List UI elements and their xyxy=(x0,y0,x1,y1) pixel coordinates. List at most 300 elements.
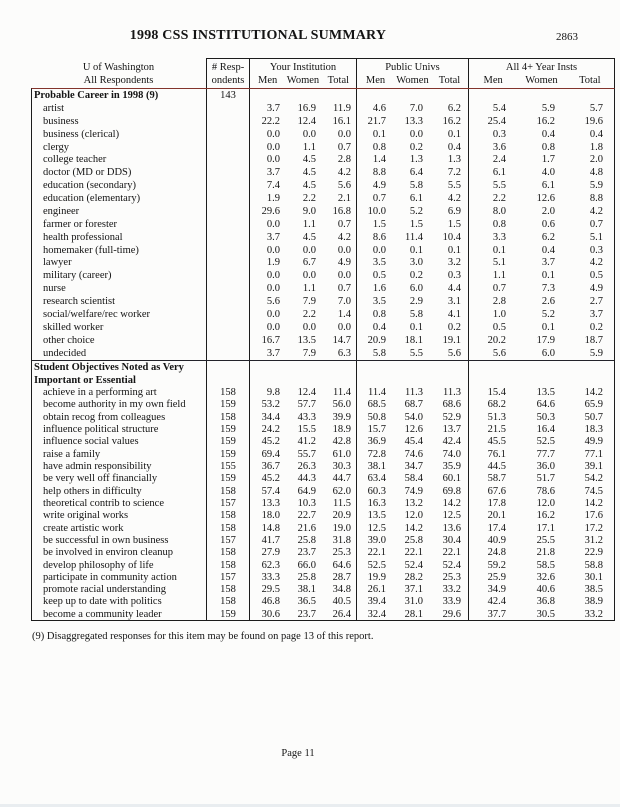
respondents-cell: 157 xyxy=(206,571,249,583)
value-cell xyxy=(393,361,430,387)
value-cell: 8.8 xyxy=(356,166,393,179)
value-cell: 0.2 xyxy=(589,321,603,333)
value-cell: 0.8 xyxy=(468,218,517,231)
value-cell: 17.2 xyxy=(584,522,603,534)
value-cell: 38.1 xyxy=(297,584,316,596)
value-cell: 18.0 xyxy=(249,510,285,522)
table-row xyxy=(32,497,614,509)
row-label: be involved in environ cleanup xyxy=(43,547,174,559)
value-cell: 12.5 xyxy=(356,522,393,534)
value-cell: 63.4 xyxy=(356,473,393,485)
respondents-cell xyxy=(206,334,249,347)
respondents-cell xyxy=(206,218,249,231)
value-cell: 29.6 xyxy=(442,608,461,620)
value-cell xyxy=(566,89,614,102)
value-cell: 30.1 xyxy=(584,571,603,583)
value-cell: 12.6 xyxy=(404,424,423,436)
value-cell: 0.3 xyxy=(589,244,603,256)
value-cell: 58.7 xyxy=(468,473,517,485)
table-row xyxy=(32,154,614,167)
value-cell: 14.2 xyxy=(584,387,603,399)
value-cell: 1.4 xyxy=(356,154,393,167)
table-row xyxy=(32,485,614,497)
value-cell: 28.2 xyxy=(404,571,423,583)
value-cell: 25.3 xyxy=(442,571,461,583)
value-cell: 0.4 xyxy=(447,141,461,153)
value-cell: 0.0 xyxy=(249,218,285,231)
value-cell: 5.2 xyxy=(541,308,555,320)
value-cell: 17.4 xyxy=(468,522,517,534)
group-title: Your Institution xyxy=(269,62,337,73)
value-cell: 5.8 xyxy=(409,180,423,192)
row-label: health professional xyxy=(43,231,123,243)
respondents-cell: 158 xyxy=(206,547,249,559)
table-row xyxy=(32,448,614,460)
value-cell: 31.2 xyxy=(584,534,603,546)
value-cell: 25.4 xyxy=(468,115,517,128)
value-cell: 3.7 xyxy=(249,231,285,244)
group-header-your-institution xyxy=(249,58,356,88)
value-cell: 6.2 xyxy=(447,102,461,114)
value-cell xyxy=(249,361,285,387)
respondents-cell xyxy=(206,282,249,295)
value-cell: 4.2 xyxy=(447,193,461,205)
row-label: raise a family xyxy=(43,448,101,460)
subheader-men: Men xyxy=(365,75,386,86)
value-cell: 2.2 xyxy=(302,193,316,205)
respondents-cell xyxy=(206,166,249,179)
value-cell: 22.1 xyxy=(356,547,393,559)
respondents-cell: 143 xyxy=(206,89,249,102)
value-cell: 66.0 xyxy=(297,559,316,571)
value-cell: 13.5 xyxy=(297,334,316,346)
value-cell: 20.1 xyxy=(468,510,517,522)
value-cell: 58.4 xyxy=(404,473,423,485)
value-cell: 5.5 xyxy=(468,179,517,192)
value-cell: 22.9 xyxy=(584,547,603,559)
value-cell: 74.5 xyxy=(584,485,603,497)
value-cell: 10.0 xyxy=(356,205,393,218)
row-label: military (career) xyxy=(43,270,112,282)
value-cell: 22.1 xyxy=(442,547,461,559)
value-cell: 32.6 xyxy=(536,571,555,583)
row-label: keep up to date with politics xyxy=(43,596,162,608)
value-cell: 0.7 xyxy=(337,141,351,153)
value-cell: 7.2 xyxy=(447,167,461,179)
value-cell: 2.0 xyxy=(589,154,603,166)
respondents-column-header xyxy=(206,58,249,88)
respondents-cell xyxy=(206,102,249,115)
value-cell: 26.4 xyxy=(332,608,351,620)
value-cell: 7.9 xyxy=(302,347,316,359)
value-cell: 15.4 xyxy=(468,387,517,399)
respondents-cell: 159 xyxy=(206,608,249,620)
value-cell: 4.9 xyxy=(337,257,351,269)
table-row xyxy=(32,128,614,141)
value-cell: 2.9 xyxy=(409,296,423,308)
row-label: obtain recog from colleagues xyxy=(43,411,166,423)
value-cell: 1.5 xyxy=(356,218,393,231)
value-cell: 38.1 xyxy=(356,460,393,472)
value-cell: 45.4 xyxy=(404,436,423,448)
value-cell: 42.4 xyxy=(442,436,461,448)
value-cell: 0.1 xyxy=(409,321,423,333)
value-cell: 12.0 xyxy=(404,510,423,522)
group-header-public-univs xyxy=(356,58,468,88)
table-row xyxy=(32,387,614,399)
value-cell: 40.9 xyxy=(468,534,517,546)
value-cell: 0.6 xyxy=(541,218,555,230)
value-cell: 11.5 xyxy=(333,497,351,509)
value-cell: 4.5 xyxy=(302,154,316,166)
value-cell: 55.7 xyxy=(297,448,316,460)
value-cell: 9.8 xyxy=(249,387,285,399)
value-cell: 18.7 xyxy=(584,334,603,346)
value-cell: 3.5 xyxy=(356,257,393,270)
value-cell: 29.5 xyxy=(249,584,285,596)
value-cell xyxy=(356,89,393,102)
table-row xyxy=(32,608,614,620)
row-label: participate in community action xyxy=(43,571,177,583)
respondents-cell: 159 xyxy=(206,423,249,435)
value-cell: 33.9 xyxy=(442,596,461,608)
value-cell: 34.4 xyxy=(249,411,285,423)
value-cell: 11.4 xyxy=(333,387,351,399)
group-title: All 4+ Year Insts xyxy=(505,62,578,73)
value-cell: 4.8 xyxy=(589,167,603,179)
value-cell: 7.3 xyxy=(541,283,555,295)
value-cell: 0.1 xyxy=(356,128,393,141)
value-cell: 4.0 xyxy=(541,167,555,179)
value-cell: 5.1 xyxy=(468,257,517,270)
value-cell: 12.4 xyxy=(297,387,316,399)
value-cell: 16.7 xyxy=(249,334,285,347)
value-cell: 0.7 xyxy=(337,218,351,230)
value-cell: 0.2 xyxy=(447,321,461,333)
value-cell: 77.1 xyxy=(584,448,603,460)
value-cell xyxy=(468,361,517,387)
value-cell: 1.3 xyxy=(447,154,461,166)
value-cell: 0.3 xyxy=(447,270,461,282)
page-number: Page 11 xyxy=(281,748,315,759)
value-cell: 20.9 xyxy=(332,510,351,522)
value-cell: 2.8 xyxy=(337,154,351,166)
value-cell: 45.2 xyxy=(249,473,285,485)
value-cell: 17.9 xyxy=(536,334,555,346)
row-label: education (secondary) xyxy=(43,180,136,192)
value-cell: 21.6 xyxy=(297,522,316,534)
value-cell: 41.7 xyxy=(249,534,285,546)
row-label: theoretical contrib to science xyxy=(43,497,164,509)
value-cell: 53.2 xyxy=(249,399,285,411)
value-cell: 25.3 xyxy=(332,547,351,559)
value-cell: 4.2 xyxy=(337,231,351,243)
value-cell: 0.5 xyxy=(356,269,393,282)
value-cell: 0.4 xyxy=(541,128,555,140)
value-cell xyxy=(566,361,614,387)
respondents-cell: 158 xyxy=(206,485,249,497)
subheader-men: Men xyxy=(258,75,278,86)
subcolumn-headers xyxy=(357,74,468,88)
row-label: homemaker (full-time) xyxy=(43,244,139,256)
value-cell: 58.8 xyxy=(584,559,603,571)
footnote: (9) Disaggregated responses for this item may be found on page 13 of this report. xyxy=(32,631,374,642)
respondents-cell: 158 xyxy=(206,584,249,596)
respondents-header-line2: ondents xyxy=(211,75,245,86)
row-label: business xyxy=(43,115,79,127)
value-cell: 9.0 xyxy=(302,205,316,217)
value-cell xyxy=(249,89,285,102)
value-cell: 25.5 xyxy=(536,534,555,546)
table-row xyxy=(32,423,614,435)
value-cell: 32.4 xyxy=(356,608,393,620)
value-cell: 6.4 xyxy=(409,167,423,179)
value-cell: 15.5 xyxy=(297,424,316,436)
table-row xyxy=(32,522,614,534)
respondents-cell xyxy=(206,231,249,244)
table-row xyxy=(32,257,614,270)
value-cell: 15.7 xyxy=(356,423,393,435)
value-cell: 18.9 xyxy=(332,424,351,436)
value-cell: 0.1 xyxy=(468,244,517,257)
value-cell: 13.6 xyxy=(442,522,461,534)
respondents-cell xyxy=(206,295,249,308)
row-label: be very well off financially xyxy=(43,473,158,485)
table-row xyxy=(32,269,614,282)
value-cell: 22.2 xyxy=(249,115,285,128)
value-cell: 19.0 xyxy=(332,522,351,534)
value-cell: 16.2 xyxy=(536,115,555,127)
table-row xyxy=(32,231,614,244)
row-label: engineer xyxy=(43,205,80,217)
table-row xyxy=(32,411,614,423)
subheader-women: Women xyxy=(525,75,558,86)
value-cell: 69.4 xyxy=(249,448,285,460)
value-cell: 7.0 xyxy=(409,102,423,114)
value-cell: 51.3 xyxy=(468,411,517,423)
row-label: farmer or forester xyxy=(43,218,118,230)
value-cell: 44.7 xyxy=(332,473,351,485)
value-cell xyxy=(430,361,468,387)
label-header-line1: U of Washington xyxy=(82,62,155,73)
value-cell: 44.3 xyxy=(297,473,316,485)
respondents-cell: 159 xyxy=(206,399,249,411)
value-cell: 0.7 xyxy=(468,282,517,295)
value-cell: 0.0 xyxy=(356,244,393,257)
value-cell: 39.9 xyxy=(332,411,351,423)
value-cell: 0.8 xyxy=(541,141,555,153)
value-cell: 40.6 xyxy=(536,584,555,596)
row-label: education (elementary) xyxy=(43,193,141,205)
value-cell: 68.5 xyxy=(356,399,393,411)
value-cell: 31.8 xyxy=(332,534,351,546)
value-cell: 14.2 xyxy=(404,522,423,534)
value-cell: 5.2 xyxy=(409,205,423,217)
value-cell: 59.2 xyxy=(468,559,517,571)
value-cell: 3.7 xyxy=(541,257,555,269)
table-row xyxy=(32,559,614,571)
value-cell: 64.6 xyxy=(536,399,555,411)
subheader-total: Total xyxy=(579,75,601,86)
value-cell: 2.8 xyxy=(468,295,517,308)
value-cell: 1.9 xyxy=(249,192,285,205)
value-cell: 4.9 xyxy=(589,283,603,295)
value-cell: 50.8 xyxy=(356,411,393,423)
value-cell: 76.1 xyxy=(468,448,517,460)
table-header xyxy=(31,58,615,88)
value-cell: 8.8 xyxy=(589,193,603,205)
value-cell: 0.7 xyxy=(337,283,351,295)
value-cell: 6.9 xyxy=(447,205,461,217)
respondents-header-line1: # Resp- xyxy=(211,62,245,73)
value-cell: 0.7 xyxy=(356,192,393,205)
value-cell: 6.0 xyxy=(541,347,555,359)
respondents-cell xyxy=(206,179,249,192)
value-cell xyxy=(517,361,566,387)
value-cell: 61.0 xyxy=(332,448,351,460)
value-cell: 1.1 xyxy=(302,141,316,153)
table-row xyxy=(32,321,614,334)
value-cell: 16.9 xyxy=(297,102,316,114)
respondents-cell: 155 xyxy=(206,460,249,472)
value-cell: 7.4 xyxy=(249,179,285,192)
value-cell: 25.8 xyxy=(297,534,316,546)
table-section xyxy=(32,89,614,360)
value-cell: 39.1 xyxy=(584,461,603,473)
value-cell: 1.5 xyxy=(447,218,461,230)
value-cell: 1.4 xyxy=(337,308,351,320)
row-label: write original works xyxy=(43,510,129,522)
value-cell: 3.1 xyxy=(447,296,461,308)
value-cell: 33.2 xyxy=(584,608,603,620)
row-label: have admin responsibility xyxy=(43,461,152,473)
value-cell: 11.4 xyxy=(356,387,393,399)
table-row xyxy=(32,244,614,257)
value-cell: 26.3 xyxy=(297,461,316,473)
group-title: Public Univs xyxy=(385,62,440,73)
value-cell: 12.0 xyxy=(536,497,555,509)
page-title: 1998 CSS INSTITUTIONAL SUMMARY xyxy=(129,28,387,43)
row-label: create artistic work xyxy=(43,522,124,534)
respondents-cell: 159 xyxy=(206,436,249,448)
respondents-cell xyxy=(206,321,249,334)
value-cell: 52.4 xyxy=(404,559,423,571)
value-cell: 0.4 xyxy=(589,128,603,140)
value-cell: 74.9 xyxy=(404,485,423,497)
section-title-line: Important or Essential xyxy=(34,374,136,386)
value-cell: 5.6 xyxy=(468,347,517,360)
value-cell: 0.2 xyxy=(409,141,423,153)
value-cell: 6.0 xyxy=(409,283,423,295)
value-cell: 0.0 xyxy=(249,308,285,321)
table-row xyxy=(32,547,614,559)
respondents-cell xyxy=(206,361,249,387)
value-cell: 49.9 xyxy=(584,436,603,448)
value-cell: 52.9 xyxy=(442,411,461,423)
value-cell: 6.2 xyxy=(541,231,555,243)
table-row xyxy=(32,218,614,231)
value-cell: 0.0 xyxy=(249,321,285,334)
table-row xyxy=(32,510,614,522)
row-label: help others in difficulty xyxy=(43,485,142,497)
value-cell: 36.8 xyxy=(536,596,555,608)
value-cell: 69.8 xyxy=(442,485,461,497)
value-cell: 0.1 xyxy=(447,128,461,140)
label-column-header xyxy=(31,58,206,88)
value-cell: 42.8 xyxy=(332,436,351,448)
table-row xyxy=(32,166,614,179)
value-cell: 3.2 xyxy=(447,257,461,269)
value-cell: 3.7 xyxy=(249,102,285,115)
value-cell: 3.0 xyxy=(409,257,423,269)
value-cell: 16.3 xyxy=(356,497,393,509)
value-cell: 0.0 xyxy=(337,321,351,333)
value-cell: 0.4 xyxy=(356,321,393,334)
row-label: influence social values xyxy=(43,436,139,448)
value-cell: 5.6 xyxy=(249,295,285,308)
value-cell: 68.7 xyxy=(404,399,423,411)
table-row xyxy=(32,534,614,546)
value-cell xyxy=(393,89,430,102)
section-title xyxy=(32,361,206,387)
row-label: become authority in my own field xyxy=(43,399,186,411)
value-cell: 0.2 xyxy=(409,270,423,282)
value-cell: 52.4 xyxy=(442,559,461,571)
respondents-cell: 157 xyxy=(206,534,249,546)
value-cell: 7.0 xyxy=(337,296,351,308)
table-row xyxy=(32,141,614,154)
value-cell: 18.3 xyxy=(584,424,603,436)
value-cell: 24.8 xyxy=(468,547,517,559)
respondents-cell xyxy=(206,257,249,270)
value-cell: 68.2 xyxy=(468,399,517,411)
value-cell: 2.2 xyxy=(468,192,517,205)
value-cell: 77.7 xyxy=(536,448,555,460)
value-cell: 52.5 xyxy=(356,559,393,571)
value-cell: 42.4 xyxy=(468,596,517,608)
value-cell: 0.4 xyxy=(541,244,555,256)
row-label: doctor (MD or DDS) xyxy=(43,167,132,179)
value-cell: 2.0 xyxy=(541,205,555,217)
value-cell: 14.8 xyxy=(249,522,285,534)
value-cell: 28.1 xyxy=(404,608,423,620)
respondents-cell: 158 xyxy=(206,559,249,571)
value-cell: 6.1 xyxy=(409,193,423,205)
value-cell: 0.0 xyxy=(302,128,316,140)
table-row xyxy=(32,596,614,608)
respondents-cell xyxy=(206,347,249,360)
value-cell: 0.3 xyxy=(468,128,517,141)
value-cell: 7.9 xyxy=(302,296,316,308)
value-cell: 10.4 xyxy=(442,231,461,243)
value-cell: 0.0 xyxy=(249,141,285,154)
row-label: become a community leader xyxy=(43,608,162,620)
value-cell: 1.1 xyxy=(468,269,517,282)
value-cell: 0.1 xyxy=(541,270,555,282)
value-cell: 67.6 xyxy=(468,485,517,497)
value-cell: 0.5 xyxy=(589,270,603,282)
value-cell: 13.5 xyxy=(356,510,393,522)
value-cell: 57.4 xyxy=(249,485,285,497)
table-body xyxy=(31,88,615,621)
table-row xyxy=(32,473,614,485)
value-cell: 0.0 xyxy=(409,128,423,140)
value-cell: 16.8 xyxy=(332,205,351,217)
table-row xyxy=(32,347,614,360)
row-label: nurse xyxy=(43,283,66,295)
value-cell: 64.6 xyxy=(332,559,351,571)
value-cell: 4.2 xyxy=(337,167,351,179)
